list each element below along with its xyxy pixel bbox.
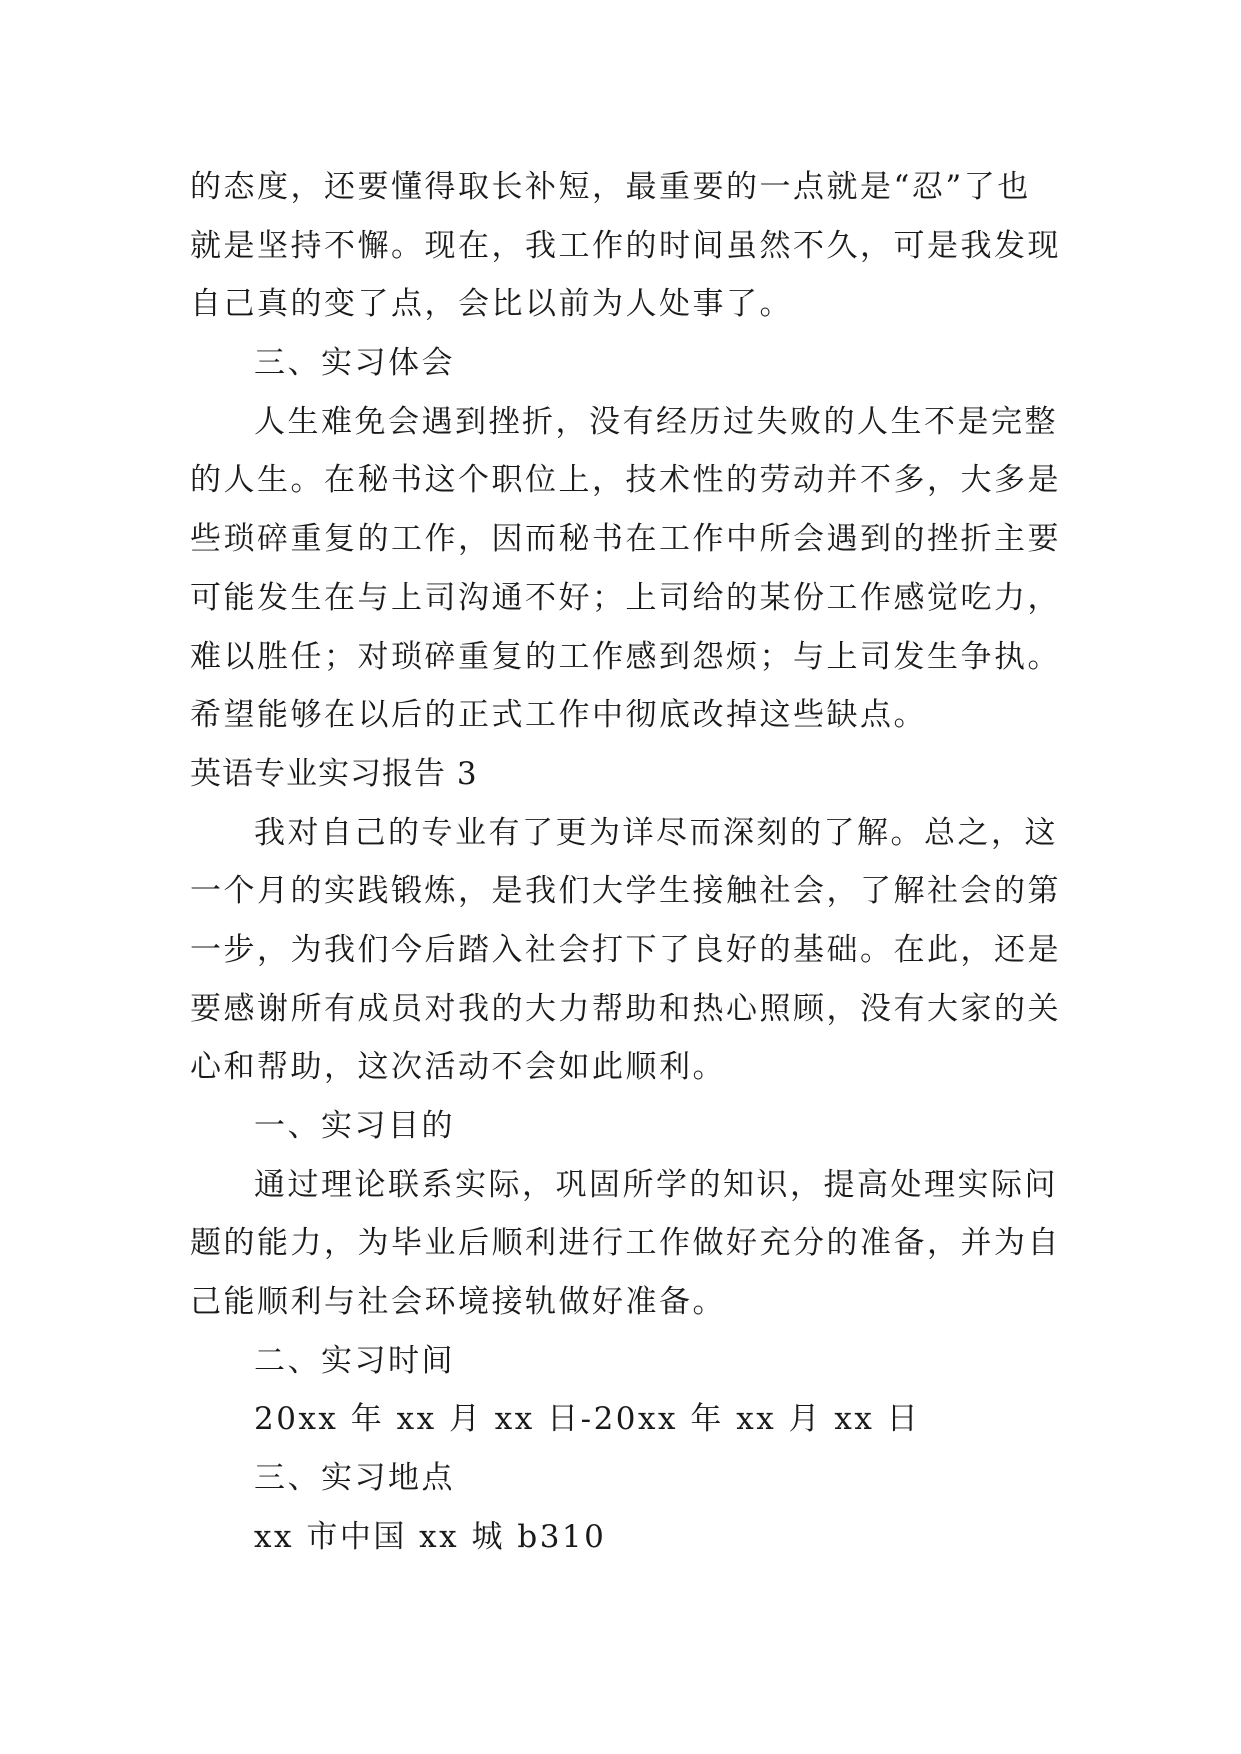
text-line: 自己真的变了点，会比以前为人处事了。	[190, 286, 793, 323]
date-range: 20xx 年 xx 月 xx 日-20xx 年 xx 月 xx 日	[254, 1401, 921, 1438]
text-line: 就是坚持不懈。现在，我工作的时间虽然不久，可是我发现	[190, 227, 1061, 264]
text-line: 些琐碎重复的工作，因而秘书在工作中所会遇到的挫折主要	[190, 521, 1061, 558]
section-heading: 二、实习时间	[254, 1342, 455, 1379]
text-line: 可能发生在与上司沟通不好；上司给的某份工作感觉吃力，	[190, 579, 1061, 616]
location-text: xx 市中国 xx 城 b310	[254, 1518, 607, 1555]
text-line: 希望能够在以后的正式工作中彻底改掉这些缺点。	[190, 697, 927, 734]
text-line: 通过理论联系实际，巩固所学的知识，提高处理实际问	[254, 1166, 1058, 1203]
text-line: 一个月的实践锻炼，是我们大学生接触社会，了解社会的第	[190, 873, 1061, 910]
section-heading: 一、实习目的	[254, 1108, 455, 1144]
text-line: 我对自己的专业有了更为详尽而深刻的了解。总之，这	[254, 814, 1058, 851]
text-line: 人生难免会遇到挫折，没有经历过失败的人生不是完整	[254, 403, 1058, 440]
text-line: 的态度，还要懂得取长补短，最重要的一点就是“忍”了也	[190, 169, 1031, 205]
document-body	[190, 158, 1070, 1567]
section-heading: 三、实习地点	[254, 1460, 455, 1497]
report-title: 英语专业实习报告 3	[190, 755, 478, 792]
text-line: 要感谢所有成员对我的大力帮助和热心照顾，没有大家的关	[190, 990, 1061, 1027]
text-line: 的人生。在秘书这个职位上，技术性的劳动并不多，大多是	[190, 462, 1061, 499]
text-line: 一步，为我们今后踏入社会打下了良好的基础。在此，还是	[190, 931, 1061, 968]
text-line: 题的能力，为毕业后顺利进行工作做好充分的准备，并为自	[190, 1225, 1061, 1262]
section-heading: 三、实习体会	[254, 345, 455, 382]
text-line: 难以胜任；对琐碎重复的工作感到怨烦；与上司发生争执。	[190, 638, 1061, 675]
text-line: 己能顺利与社会环境接轨做好准备。	[190, 1284, 726, 1321]
text-line: 心和帮助，这次活动不会如此顺利。	[190, 1049, 726, 1086]
